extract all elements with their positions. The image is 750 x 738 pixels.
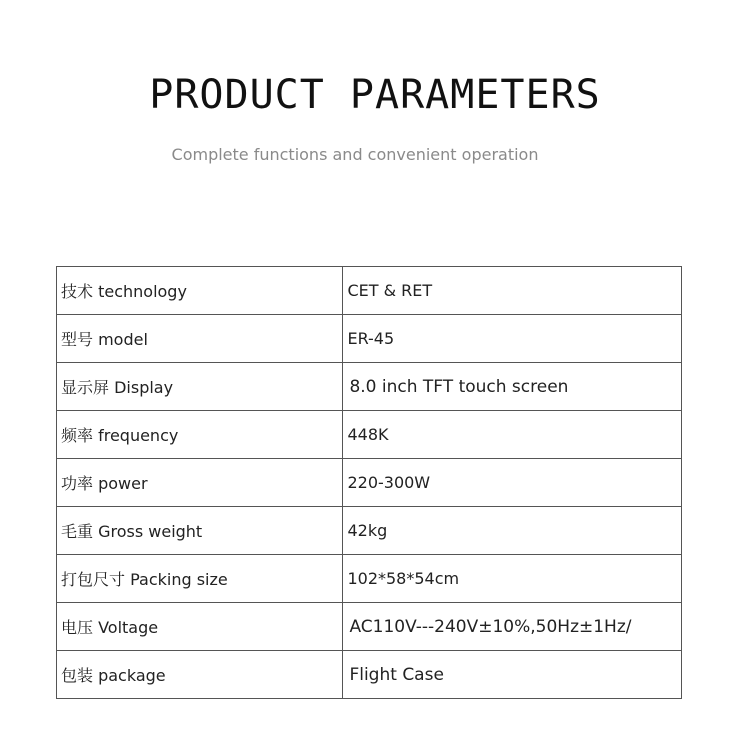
param-label: 电压 Voltage — [57, 603, 343, 651]
param-value: 102*58*54cm — [343, 555, 682, 603]
param-label: 包装 package — [57, 651, 343, 699]
param-label: 频率 frequency — [57, 411, 343, 459]
parameters-table — [56, 266, 682, 699]
table-row-gross-weight — [57, 507, 682, 555]
page-title: PRODUCT PARAMETERS — [149, 72, 601, 118]
table-row-display — [57, 363, 682, 411]
param-label: 显示屏 Display — [57, 363, 343, 411]
table-row-technology — [57, 267, 682, 315]
table-row-frequency — [57, 411, 682, 459]
param-value: 220-300W — [343, 459, 682, 507]
table-row-power — [57, 459, 682, 507]
table-row-package — [57, 651, 682, 699]
param-label: 技术 technology — [57, 267, 343, 315]
param-label: 型号 model — [57, 315, 343, 363]
table-row-packing-size — [57, 555, 682, 603]
param-label: 功率 power — [57, 459, 343, 507]
table-row-model — [57, 315, 682, 363]
table-row-voltage — [57, 603, 682, 651]
param-value: Flight Case — [343, 651, 682, 699]
param-value: ER-45 — [343, 315, 682, 363]
param-value: 8.0 inch TFT touch screen — [343, 363, 682, 411]
param-value: 42kg — [343, 507, 682, 555]
param-value: CET & RET — [343, 267, 682, 315]
param-value: 448K — [343, 411, 682, 459]
page-subtitle: Complete functions and convenient operation — [171, 145, 539, 164]
param-value: AC110V---240V±10%,50Hz±1Hz/ — [343, 603, 682, 651]
param-label: 打包尺寸 Packing size — [57, 555, 343, 603]
param-label: 毛重 Gross weight — [57, 507, 343, 555]
